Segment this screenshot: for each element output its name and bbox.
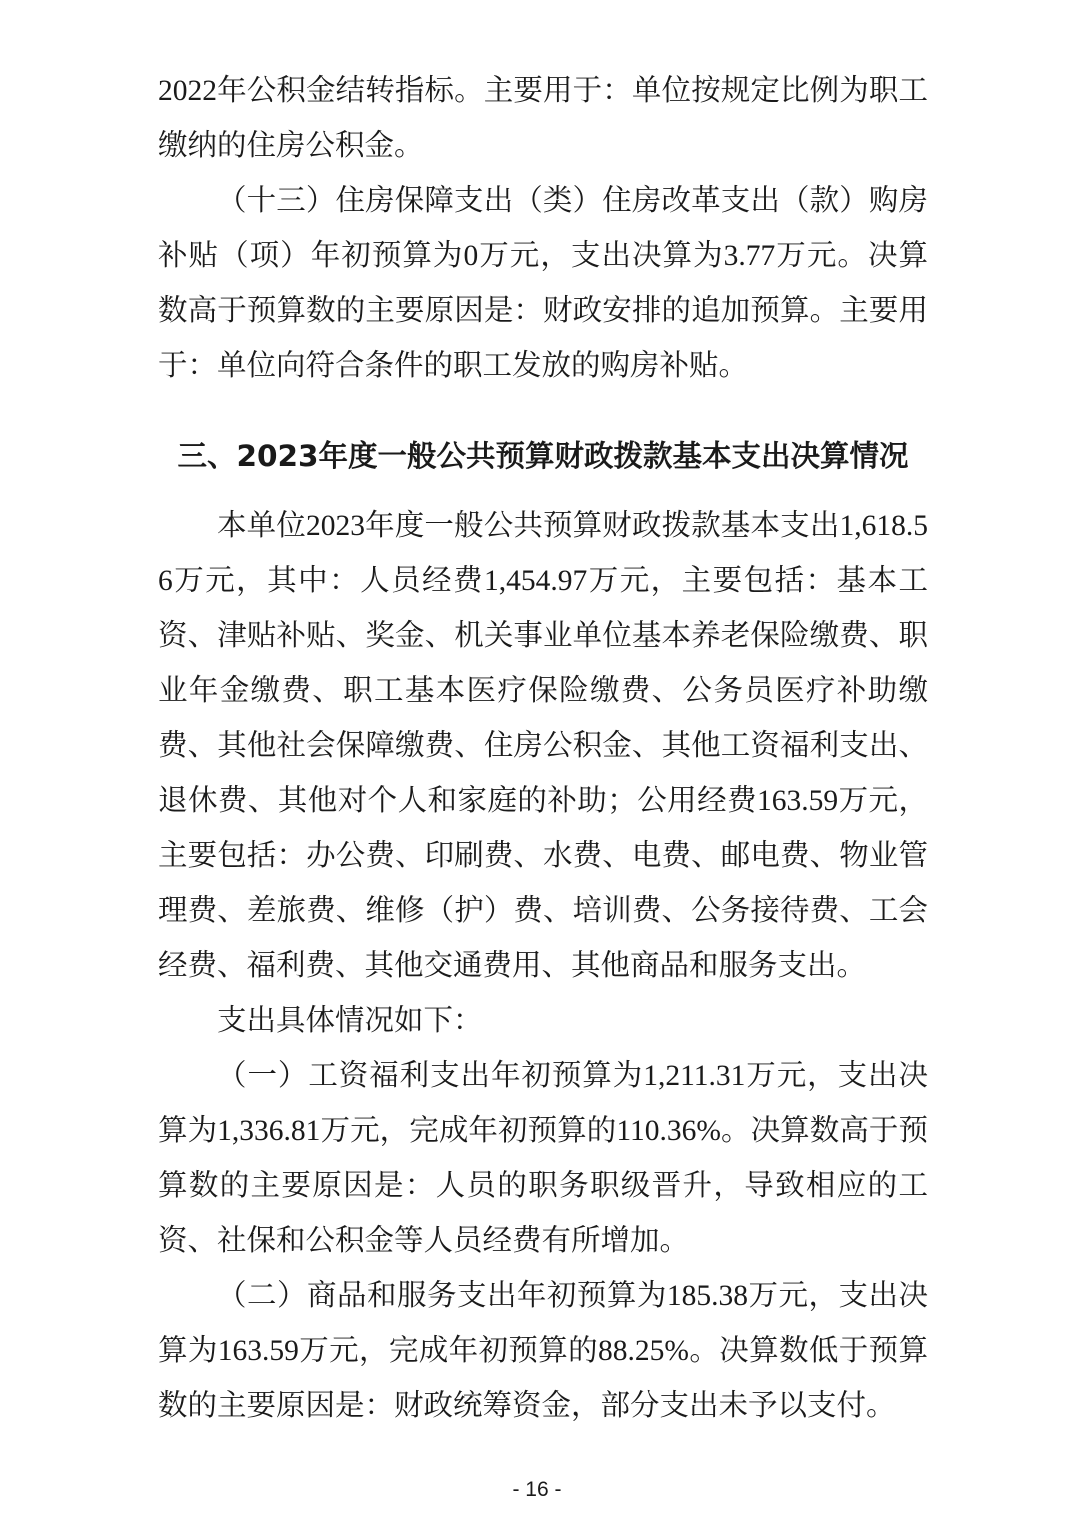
paragraph-housing-fund-continuation: 2022年公积金结转指标。主要用于：单位按规定比例为职工缴纳的住房公积金。 (158, 75, 928, 162)
page-number: - 16 - (512, 1478, 562, 1501)
paragraph-item-1-wages: （一）工资福利支出年初预算为1,211.31万元，支出决算为1,336.81万元，完成年初预算的110.36%。决算数高于预算数的主要原因是：人员的职务职级晋升，导致相应的工资、社保和公积金等人员经费有所增加。 (158, 1060, 928, 1257)
section-heading-basic-expenditure: 三、2023年度一般公共预算财政拨款基本支出决算情况 (177, 439, 909, 473)
paragraph-item-2-goods-services: （二）商品和服务支出年初预算为185.38万元，支出决算为163.59万元，完成年初预算的88.25%。决算数低于预算数的主要原因是：财政统筹资金，部分支出未予以支付。 (158, 1280, 928, 1422)
document-body (158, 64, 928, 1434)
paragraph-details-intro: 支出具体情况如下： (217, 1005, 483, 1037)
paragraph-item-13-housing-subsidy: （十三）住房保障支出（类）住房改革支出（款）购房补贴（项）年初预算为0万元，支出决算为3.77万元。决算数高于预算数的主要原因是：财政安排的追加预算。主要用于：单位向符合条件的职工发放的购房补贴。 (158, 185, 928, 382)
paragraph-basic-expenditure-summary: 本单位2023年度一般公共预算财政拨款基本支出1,618.56万元，其中：人员经费1,454.97万元，主要包括：基本工资、津贴补贴、奖金、机关事业单位基本养老保险缴费、职业年金缴费、职工基本医疗保险缴费、公务员医疗补助缴费、其他社会保障缴费、住房公积金、其他工资福利支出、退休费、其他对个人和家庭的补助；公用经费163.59万元，主要包括：办公费、印刷费、水费、电费、邮电费、物业管理费、差旅费、维修（护）费、培训费、公务接待费、工会经费、福利费、其他交通费用、其他商品和服务支出。 (158, 510, 928, 982)
